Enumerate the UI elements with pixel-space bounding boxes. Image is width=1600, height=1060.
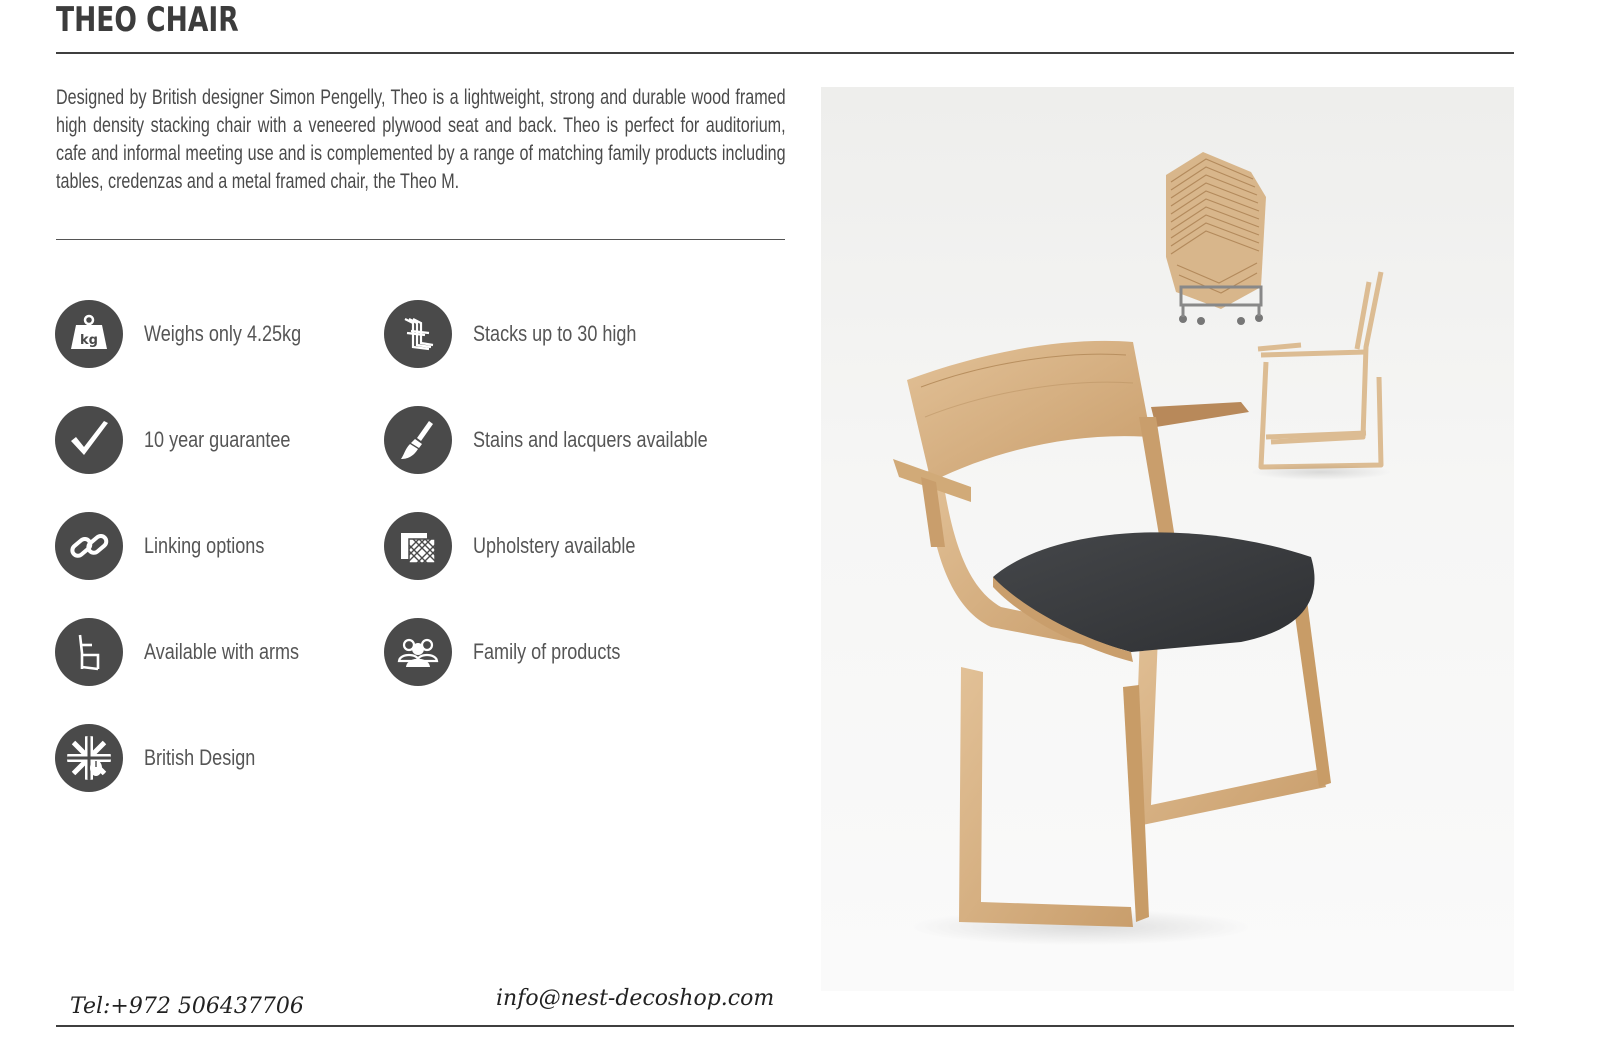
stacked-chairs bbox=[1166, 152, 1266, 325]
product-photo bbox=[821, 87, 1514, 991]
top-divider bbox=[56, 52, 1514, 54]
feature-label: British Design bbox=[144, 745, 256, 770]
paintbrush-icon bbox=[384, 406, 452, 474]
feature-label: Stacks up to 30 high bbox=[473, 321, 637, 346]
chair-with-arms-icon bbox=[55, 618, 123, 686]
weight-kg-icon bbox=[55, 300, 123, 368]
people-group-icon bbox=[384, 618, 452, 686]
fabric-swatch-icon bbox=[384, 512, 452, 580]
feature-linking bbox=[55, 512, 291, 580]
section-divider bbox=[56, 239, 785, 240]
feature-upholstery bbox=[384, 512, 671, 580]
product-description: Designed by British designer Simon Pengelly, Theo is a lightweight, strong and durable wood framed high density stacking chair with a veneered plywood seat and back. Theo is perfect for auditorium, cafe and informal meeting use and is complemented by a range of matching family products including tables, credenzas and a metal framed chair, the Theo M. bbox=[56, 86, 786, 193]
feature-label: Family of products bbox=[473, 639, 621, 664]
footer-phone: Tel:+972 506437706 bbox=[70, 994, 304, 1019]
feature-label: Stains and lacquers available bbox=[473, 427, 708, 452]
feature-label: Upholstery available bbox=[473, 533, 636, 558]
feature-british-design bbox=[55, 724, 280, 792]
union-jack-icon bbox=[55, 724, 123, 792]
chain-link-icon bbox=[55, 512, 123, 580]
feature-family bbox=[384, 618, 653, 686]
bottom-divider bbox=[56, 1025, 1514, 1027]
stacking-chairs-icon bbox=[384, 300, 452, 368]
main-chair bbox=[893, 341, 1331, 945]
feature-label: Available with arms bbox=[144, 639, 300, 664]
feature-label: 10 year guarantee bbox=[144, 427, 291, 452]
feature-arms bbox=[55, 618, 333, 686]
background-chair bbox=[1258, 272, 1381, 467]
footer-email[interactable]: info@nest-decoshop.com bbox=[496, 986, 775, 1011]
feature-label: Linking options bbox=[144, 533, 265, 558]
feature-stains bbox=[384, 406, 759, 474]
feature-label: Weighs only 4.25kg bbox=[144, 321, 302, 346]
checkmark-icon bbox=[55, 406, 123, 474]
page-title: THEO CHAIR bbox=[56, 0, 239, 40]
feature-stacking bbox=[384, 300, 672, 368]
kg-text: kg bbox=[80, 333, 98, 348]
feature-weight bbox=[55, 300, 336, 368]
feature-guarantee bbox=[55, 406, 323, 474]
